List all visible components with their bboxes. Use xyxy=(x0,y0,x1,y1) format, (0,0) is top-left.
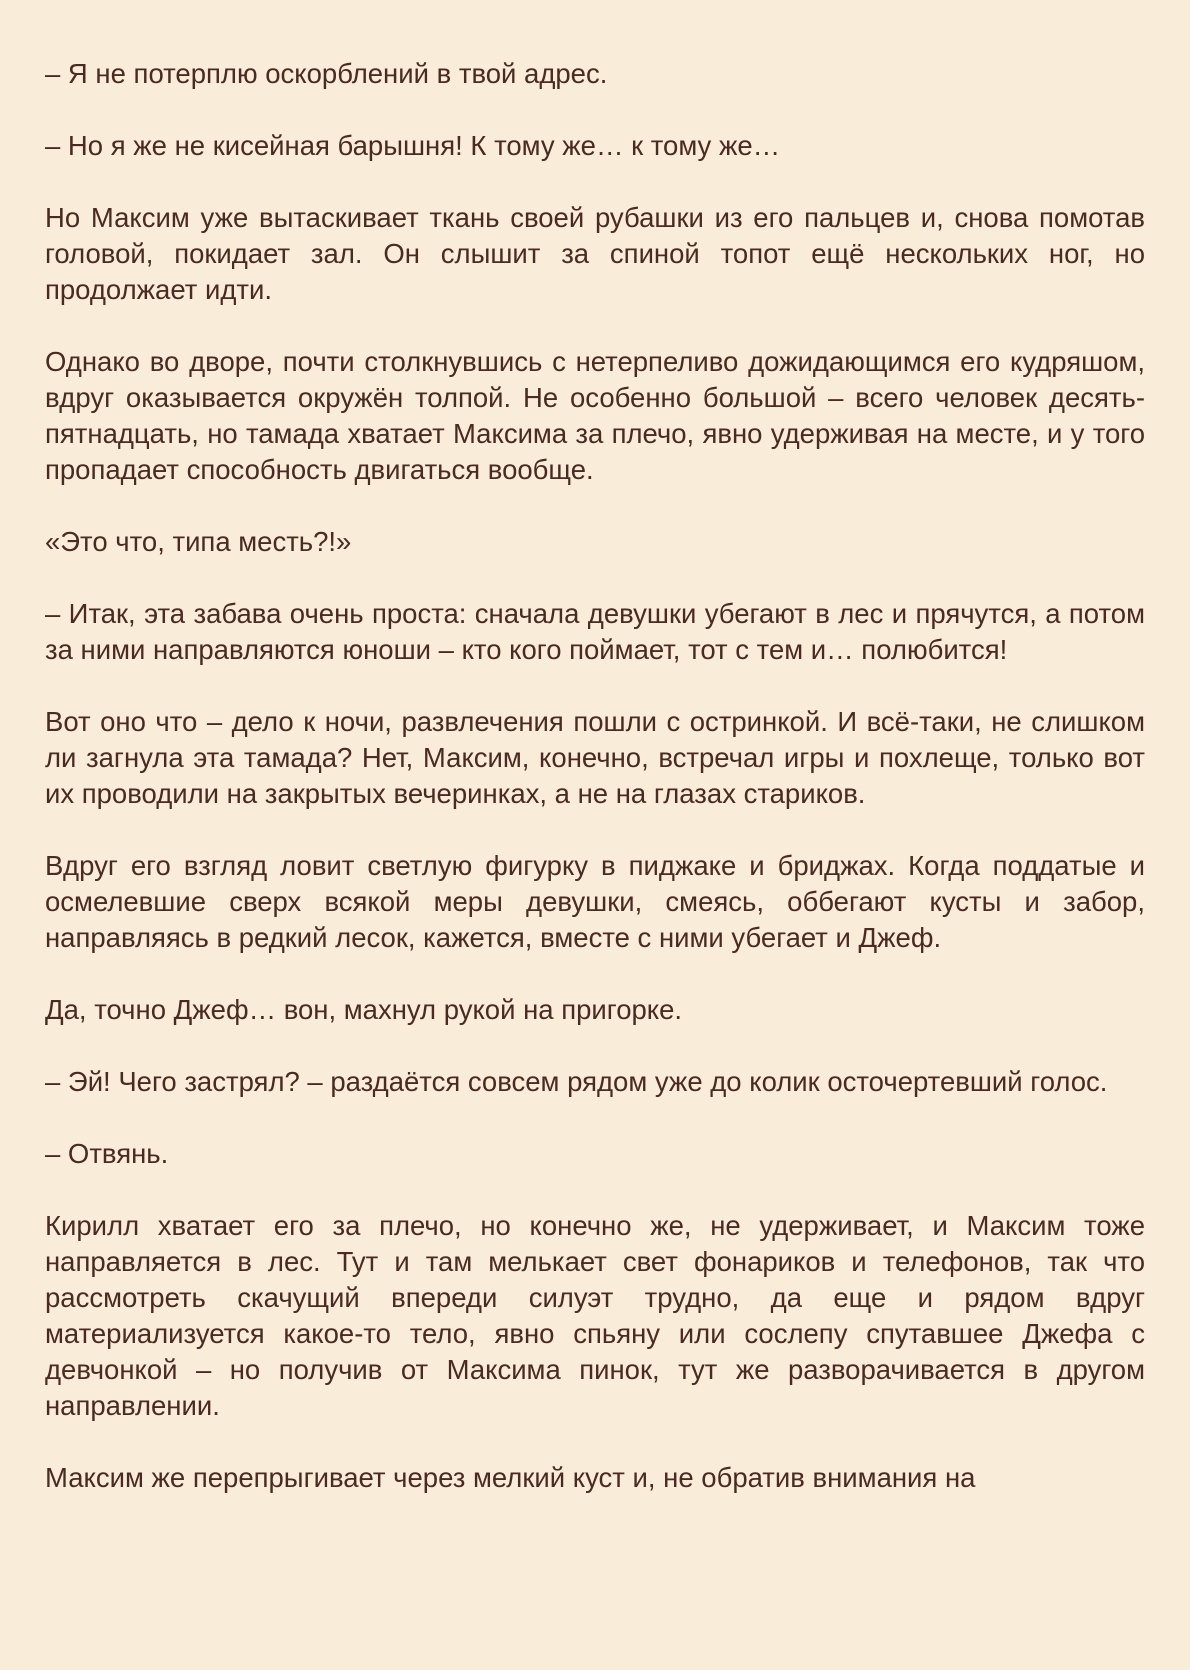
paragraph-12: Кирилл хватает его за плечо, но конечно же, не удерживает, и Максим тоже направляется в лес. Тут и там мелькает свет фонариков и телефонов, так что рассмотреть скачущий впереди силуэт трудно, да еще и рядом вдруг материализуется какое-то тело, явно спьяну или сослепу спутавшее Джефа с девчонкой – но получив от Максима пинок, тут же разворачивается в другом направлении. xyxy=(45,1210,1145,1421)
paragraph-11: – Отвянь. xyxy=(45,1138,169,1169)
paragraph-8: Вдруг его взгляд ловит светлую фигурку в пиджаке и бриджах. Когда поддатые и осмелевшие сверх всякой меры девушки, смеясь, оббегают кусты и забор, направляясь в редкий лесок, кажется, вместе с ними убегает и Джеф. xyxy=(45,850,1145,953)
paragraph-2: – Но я же не кисейная барышня! К тому же… к тому же… xyxy=(45,130,781,161)
paragraph-5: «Это что, типа месть?!» xyxy=(45,526,352,557)
paragraph-6: – Итак, эта забава очень проста: сначала девушки убегают в лес и прячутся, а потом за ними направляются юноши – кто кого поймает, тот с тем и… полюбится! xyxy=(45,598,1145,665)
paragraph-10: – Эй! Чего застрял? – раздаётся совсем рядом уже до колик осточертевший голос. xyxy=(45,1066,1108,1097)
paragraph-9: Да, точно Джеф… вон, махнул рукой на пригорке. xyxy=(45,994,683,1025)
paragraph-7: Вот оно что – дело к ночи, развлечения пошли с остринкой. И всё-таки, не слишком ли загнула эта тамада? Нет, Максим, конечно, встречал игры и похлеще, только вот их проводили на закрытых вечеринках, а не на глазах стариков. xyxy=(45,706,1145,809)
paragraph-4: Однако во дворе, почти столкнувшись с нетерпеливо дожидающимся его кудряшом, вдруг оказывается окружён толпой. Не особенно большой – всего человек десять-пятнадцать, но тамада хватает Максима за плечо, явно удерживая на месте, и у того пропадает способность двигаться вообще. xyxy=(45,346,1145,485)
paragraph-3: Но Максим уже вытаскивает ткань своей рубашки из его пальцев и, снова помотав головой, покидает зал. Он слышит за спиной топот ещё нескольких ног, но продолжает идти. xyxy=(45,202,1145,305)
paragraph-1: – Я не потерплю оскорблений в твой адрес. xyxy=(45,58,608,89)
paragraph-13: Максим же перепрыгивает через мелкий куст и, не обратив внимания на xyxy=(45,1462,976,1493)
